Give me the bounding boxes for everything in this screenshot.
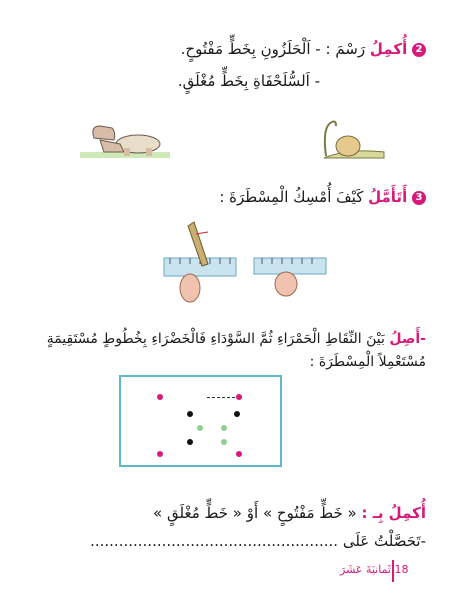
red-dot bbox=[236, 451, 242, 457]
complete-line2-label: -تَحَصَّلْتُ عَلَى bbox=[342, 532, 426, 550]
dot-frame bbox=[119, 375, 282, 467]
connect-line1: بَيْنَ النِّقَاطِ الْحَمْرَاءِ ثُمَّ السَّوْدَاءِ فَالْخَضْرَاءِ بِخُطُوطٍ مُسْتَقِيمَةٍ bbox=[46, 331, 385, 347]
snail-illustration bbox=[318, 118, 388, 164]
section-3-heading bbox=[219, 188, 426, 206]
black-dot bbox=[234, 411, 240, 417]
ruler-illustration bbox=[250, 240, 330, 300]
red-dot bbox=[236, 394, 242, 400]
complete-or: أَوْ bbox=[246, 504, 259, 522]
black-dot bbox=[187, 411, 193, 417]
green-dot bbox=[197, 425, 203, 431]
page-footer bbox=[340, 563, 409, 576]
red-dot bbox=[157, 451, 163, 457]
section-2-number: 2 bbox=[412, 43, 426, 57]
example-line bbox=[207, 397, 235, 398]
complete-option2: « خَطٍّ مُغْلَقٍ » bbox=[153, 504, 242, 522]
complete-line2 bbox=[90, 532, 426, 550]
complete-heading bbox=[153, 504, 426, 522]
section-3-title: أَتَأَمَّلُ bbox=[368, 188, 408, 206]
complete-title: أُكمِلُ بِـ : bbox=[361, 504, 426, 522]
section-2-title: أُكمِلُ bbox=[369, 40, 408, 58]
section-2-heading bbox=[181, 40, 426, 58]
green-dot bbox=[221, 425, 227, 431]
section-3-number: 3 bbox=[412, 191, 426, 205]
page-number: 18 bbox=[394, 563, 409, 576]
section-2-line2: - اَلسُّلَحْفَاةِ بِخَطٍّ مُغْلَقٍ. bbox=[177, 72, 320, 90]
answer-dots: .................................................... bbox=[90, 532, 339, 550]
connect-heading bbox=[47, 331, 426, 347]
ruler-with-pencil-illustration bbox=[160, 218, 240, 308]
black-dot bbox=[187, 439, 193, 445]
green-dot bbox=[221, 439, 227, 445]
connect-title: -أَصِلُ bbox=[389, 331, 426, 347]
section-2-word: رَسْمَ : bbox=[325, 40, 366, 58]
connect-line2: مُسْتَعْمِلاً الْمِسْطَرَةَ : bbox=[309, 354, 426, 370]
turtle-illustration bbox=[80, 118, 170, 164]
section-2-line1: - اَلْحَلَزُونِ بِخَطٍّ مَفْتُوحٍ. bbox=[180, 40, 321, 58]
section-3-text: كَيْفَ أُمْسِكُ الْمِسْطَرَةَ : bbox=[219, 188, 364, 206]
red-dot bbox=[157, 394, 163, 400]
complete-option1: « خَطٍّ مَفْتُوحٍ » bbox=[262, 504, 357, 522]
page-word: ثَمانيَةَ عَشَرَ bbox=[340, 563, 391, 576]
